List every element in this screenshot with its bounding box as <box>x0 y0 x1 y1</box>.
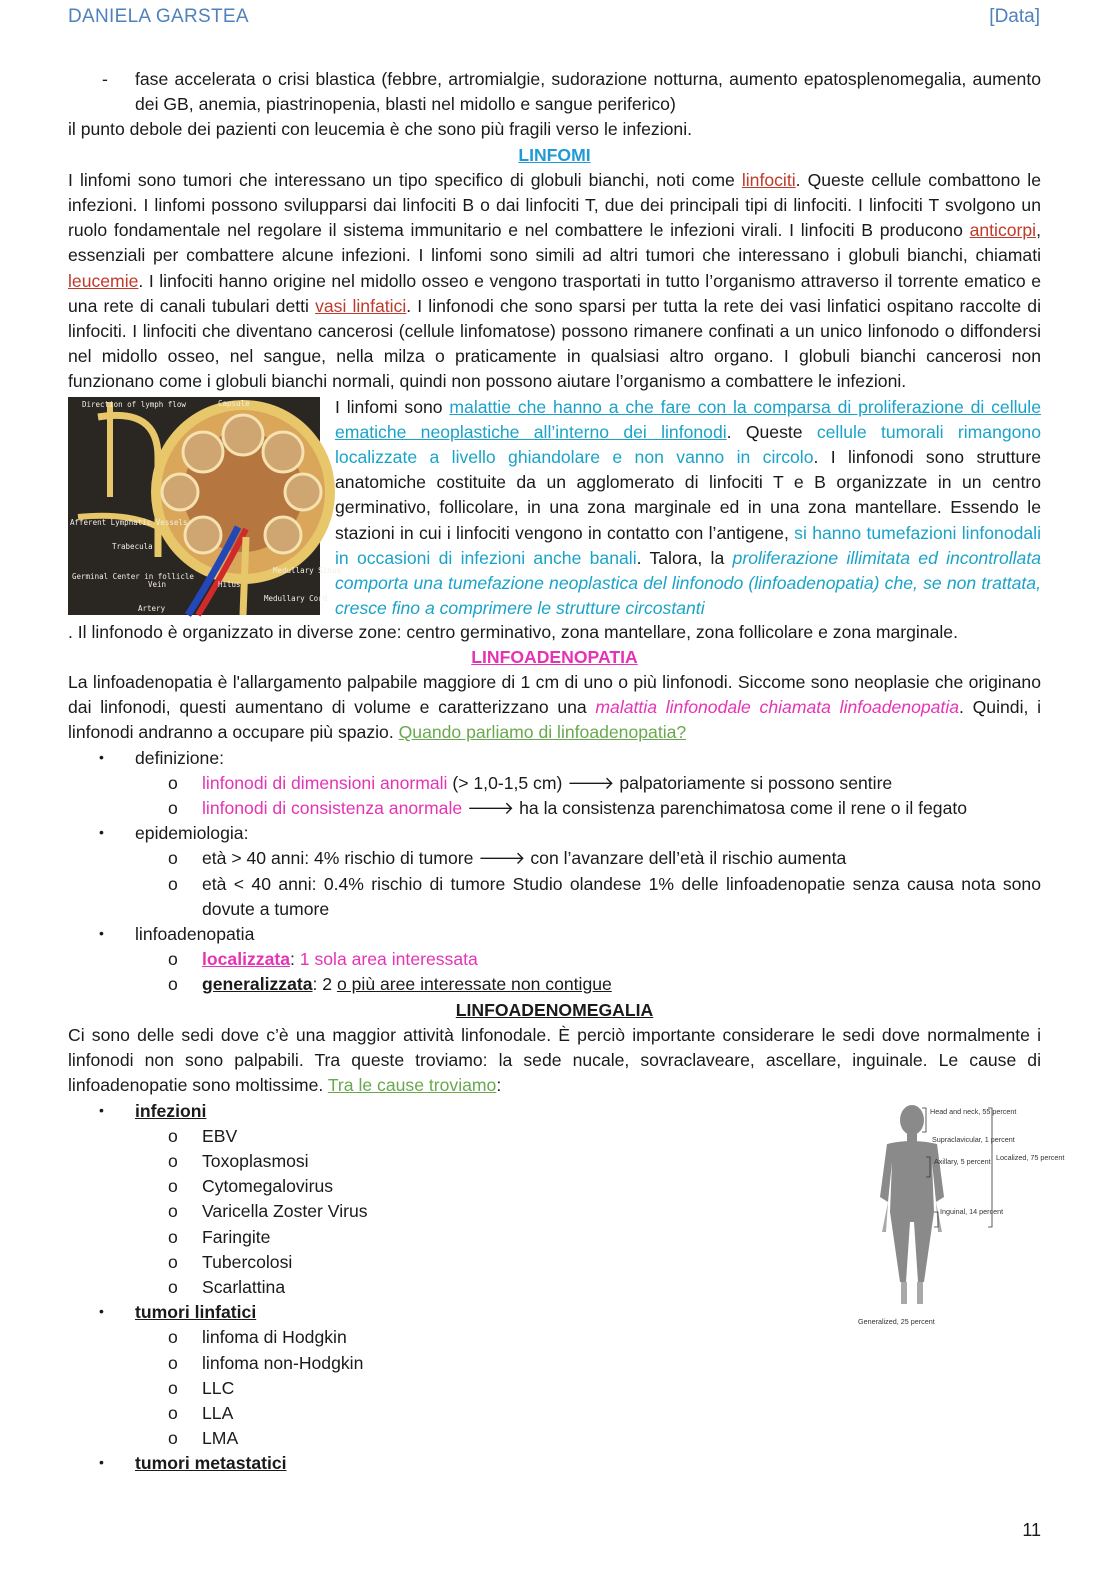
link-quando-parliamo[interactable]: Quando parliamo di linfoadenopatia? <box>398 722 687 743</box>
linfomi-paragraph-2: I linfomi sono malattie che hanno a che fare con la comparsa di proliferazione di cellule ematiche neoplastiche all’interno dei linfonodi. Queste cellule tumorali rimangono localizzate a livello ghiandolare e non vanno in circolo. I linfonodi sono strutture anatomiche costituite da un agglomerato di linfociti T e B organizzate in un centro germinativo, follicolare, in una zona marginale ed in una zona mantellare. Essendo le stazioni in cui i linfociti vengono in contatto con l’antigene, si hanno tumefazioni linfonodali in occasioni di infezioni anche banali. Talora, la proliferazione illimitata ed incontrollata comporta una tumefazione neoplastica del linfonodo (linfoadenopatia) che, se non trattata, cresce fino a comprimere le strutture circostanti <box>335 396 1042 619</box>
list-item: o Cytomegalovirus <box>168 1176 334 1197</box>
label-generalized: Generalized, 25 percent <box>858 1317 935 1326</box>
list-item: o Tubercolosi <box>168 1251 293 1272</box>
link-anticorpi[interactable]: anticorpi <box>969 220 1037 241</box>
label-inguinal: Inguinal, 14 percent <box>940 1207 1004 1216</box>
intro-note: il punto debole dei pazienti con leucemia è che sono più fragili verso le infezioni. <box>68 119 692 140</box>
list-item: o localizzata: 1 sola area interessata <box>168 949 478 970</box>
linfoadenopatia-list <box>68 746 1041 998</box>
header-date: [Data] <box>989 6 1040 27</box>
list-item: o Faringite <box>168 1226 271 1247</box>
heading-linfoadenopatia: LINFOADENOPATIA <box>471 646 638 667</box>
link-vasi-linfatici[interactable]: vasi linfatici <box>315 295 407 316</box>
list-item: o LLC <box>168 1377 235 1398</box>
page-header <box>68 4 1040 34</box>
list-item: o linfoma di Hodgkin <box>168 1327 347 1348</box>
dash-list-item <box>68 67 1041 117</box>
linfomi-paragraph-2-end: . Il linfonodo è organizzato in diverse zone: centro germinativo, zona mantellare, zona follicolare e zona marginale. <box>68 621 958 642</box>
label-medullary-sinus: Medullary Sinus <box>273 565 341 575</box>
header-author: DANIELA GARSTEA <box>68 6 249 27</box>
list-item: o Varicella Zoster Virus <box>168 1201 368 1222</box>
list-item: o Scarlattina <box>168 1276 286 1297</box>
list-item: • tumori metastatici <box>99 1453 287 1474</box>
list-item: • epidemiologia: o età > 40 anni: 4% rischio di tumore 🡒 con l’avanzare dell’età il rischio aumenta o età < 40 anni: 0.4% rischio di tumore Studio olandese 1% delle linfoadenopatie senza causa nota sono dovute a tumore <box>68 821 1041 922</box>
label-medullary-cord: Medullary Cord <box>264 593 328 603</box>
list-item: o EBV <box>168 1125 238 1146</box>
dash-item-text: fase accelerata o crisi blastica (febbre, artromialgie, sudorazione notturna, aumento epatosplenomegalia, aumento dei GB, anemia, piastrinopenia, blasti nel midollo e sangue periferico) <box>135 69 1041 115</box>
list-item: • infezioni o EBV o Toxoplasmosi o Cytomegalovirus o Varicella Zoster Virus o Faringite o Tubercolosi o Scarlattina <box>68 1099 1041 1301</box>
arrow-icon: 🡒 <box>467 798 515 819</box>
list-item: o LLA <box>168 1402 234 1423</box>
linfoadenopatia-paragraph: La linfoadenopatia è l'allargamento palpabile maggiore di 1 cm di uno o più linfonodi. Siccome sono neoplasie che originano dai linfonodi, questi aumentano di volume e caratterizzano una malattia linfonodale chiamata linfoadenopatia. Quindi, i linfonodi andranno a occupare più spazio. Quando parliamo di linfoadenopatia? <box>68 672 1041 743</box>
label-artery: Artery <box>138 603 166 613</box>
page-number: 11 <box>1022 1520 1041 1540</box>
lymph-node-diagram <box>68 397 341 615</box>
label-trabecula: Trabecula <box>112 541 153 551</box>
lymph-node-figure-row <box>68 395 1041 620</box>
link-linfociti[interactable]: linfociti <box>741 169 796 190</box>
list-item: o linfonodi di consistenza anormale 🡒 ha la consistenza parenchimatosa come il rene o il fegato <box>168 798 968 819</box>
list-item: o LMA <box>168 1428 239 1449</box>
label-germinal: Germinal Center in follicle <box>72 571 194 581</box>
label-localized: Localized, 75 percent <box>996 1153 1065 1162</box>
dash-marker: - <box>102 69 108 89</box>
link-leucemie[interactable]: leucemie <box>68 270 139 291</box>
label-axillary: Axillary, 5 percent <box>934 1157 991 1166</box>
list-item: o età > 40 anni: 4% rischio di tumore 🡒 con l’avanzare dell’età il rischio aumenta <box>168 848 847 869</box>
list-item: • linfoadenopatia o localizzata: 1 sola area interessata o generalizzata: 2 o più aree interessate non contigue <box>68 922 1041 998</box>
list-item: o generalizzata: 2 o più aree interessate non contigue <box>168 974 612 995</box>
lymphadenopathy-body-figure <box>852 1102 1065 1332</box>
arrow-icon: 🡒 <box>478 848 526 869</box>
label-supraclavicular: Supraclavicular, 1 percent <box>932 1135 1015 1144</box>
heading-linfomi: LINFOMI <box>518 144 591 165</box>
list-item: o linfoma non-Hodgkin <box>168 1352 364 1373</box>
label-vein: Vein <box>148 579 167 589</box>
label-capsule: Capsule <box>218 398 250 408</box>
list-item: o linfonodi di dimensioni anormali (> 1,0-1,5 cm) 🡒 palpatoriamente si possono sentire <box>168 772 893 793</box>
list-item: • tumori linfatici o linfoma di Hodgkin o linfoma non-Hodgkin o LLC o LLA o LMA <box>68 1300 1041 1451</box>
label-afferent: Afferent Lymphatic Vessels <box>70 517 188 527</box>
arrow-icon: 🡒 <box>567 772 615 793</box>
list-item: o età < 40 anni: 0.4% rischio di tumore Studio olandese 1% delle linfoadenopatie senza causa nota sono dovute a tumore <box>168 873 1041 919</box>
linfomi-paragraph-1: I linfomi sono tumori che interessano un tipo specifico di globuli bianchi, noti come linfociti. Queste cellule combattono le infezioni. I linfomi possono svilupparsi dai linfociti B o dai linfociti T, due dei principali tipi di linfociti. I linfociti T svolgono un ruolo fondamentale nel regolare il sistema immunitario e nel combattere le infezioni virali. I linfociti B producono anticorpi, essenziali per combattere alcune infezioni. I linfomi sono simili ad altri tumori che interessano i globuli bianchi, chiamati leucemie. I linfociti hanno origine nel midollo osseo e vengono trasportati in tutto l’organismo attraverso il torrente ematico e una rete di canali tubulari detti vasi linfatici. I linfonodi che sono sparsi per tutta la rete dei vasi linfatici ospitano raccolte di linfociti. I linfociti che diventano cancerosi (cellule linfomatose) possono rimanere confinati a un unico linfonodo o diffondersi nel midollo osseo, nel sangue, nella milza o praticamente in qualsiasi altro organo. I globuli bianchi cancerosi non funzionano come i globuli bianchi normali, quindi non possono aiutare l’organismo a combattere le infezioni. <box>68 169 1041 392</box>
label-head-neck: Head and neck, 55 percent <box>930 1107 1017 1116</box>
label-direction: Direction of lymph flow <box>82 399 186 409</box>
list-item: • definizione: o linfonodi di dimensioni anormali (> 1,0-1,5 cm) 🡒 palpatoriamente si possono sentire o linfonodi di consistenza anormale 🡒 ha la consistenza parenchimatosa come il rene o il fegato <box>68 746 1041 822</box>
highlight-proliferazione: malattie che hanno a che fare con la comparsa di proliferazione di cellule ematiche neoplastiche all’interno dei linfonodi <box>335 396 1041 442</box>
linfoadenomegalia-paragraph: Ci sono delle sedi dove c’è una maggior attività linfonodale. È perciò importante considerare le sedi dove normalmente i linfonodi non sono palpabili. Tra queste troviamo: la sede nucale, sovraclaveare, ascellare, inguinale. Le cause di linfoadenopatie sono moltissime. Tra le cause troviamo: <box>68 1024 1041 1096</box>
heading-linfoadenomegalia: LINFOADENOMEGALIA <box>455 999 654 1020</box>
list-item: o Toxoplasmosi <box>168 1150 309 1171</box>
link-tra-le-cause[interactable]: Tra le cause troviamo <box>327 1075 497 1096</box>
label-hilus: Hilus <box>218 579 241 589</box>
